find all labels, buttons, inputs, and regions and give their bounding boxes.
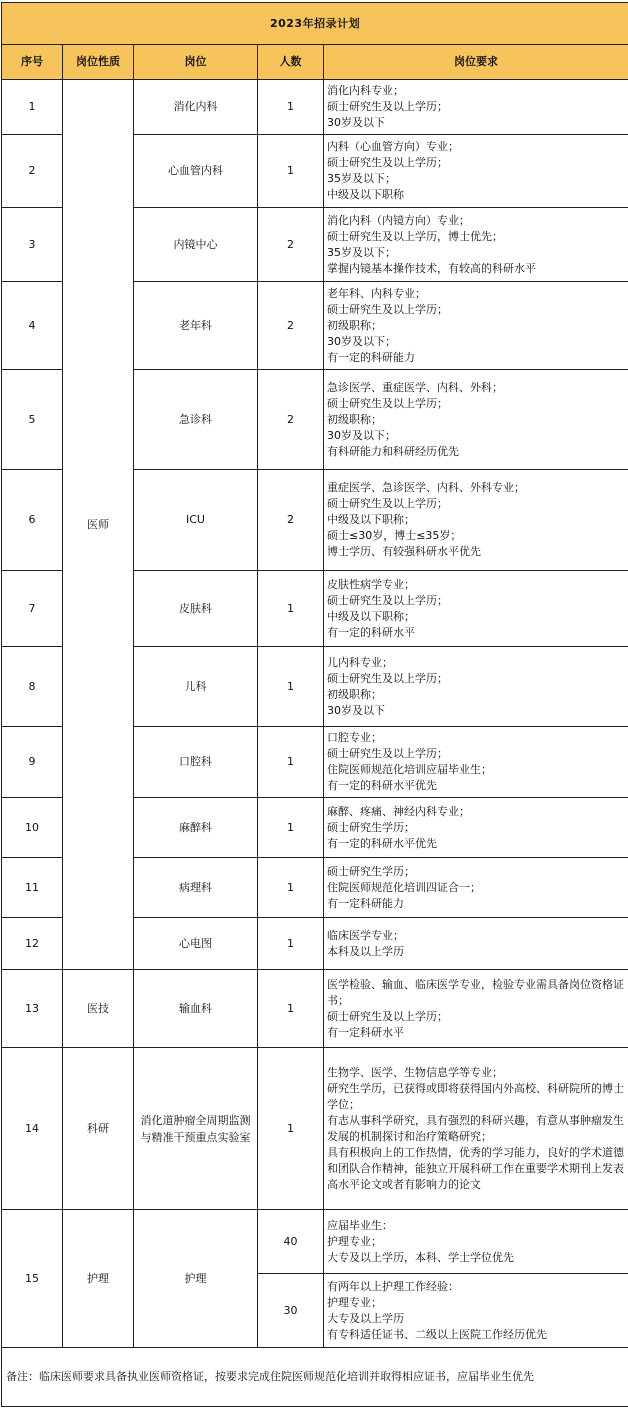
row-count: 40 — [258, 1210, 324, 1274]
row-count: 1 — [258, 858, 324, 918]
requirement-line: 消化内科（内镜方向）专业； — [327, 213, 625, 229]
requirement-line: 有一定科研水平 — [327, 1025, 625, 1041]
row-index: 14 — [2, 1048, 63, 1210]
requirement-line: 护理专业； — [327, 1295, 625, 1311]
requirement-line: 30岁及以下 — [327, 703, 625, 719]
group-nursing: 护理 — [63, 1210, 134, 1348]
group-doctor: 医师 — [63, 80, 134, 970]
requirement-line: 大专及以上学历 — [327, 1311, 625, 1327]
requirement-line: 有两年以上护理工作经验： — [327, 1279, 625, 1295]
requirement-line: 硕士研究生学历； — [327, 864, 625, 880]
requirement-line: 掌握内镜基本操作技术，有较高的科研水平 — [327, 261, 625, 277]
table-title: 2023年招录计划 — [2, 3, 628, 45]
requirement-line: 有专科适任证书、二级以上医院工作经历优先 — [327, 1327, 625, 1343]
row-count: 2 — [258, 470, 324, 571]
row-index: 5 — [2, 370, 63, 470]
requirement-line: 30岁及以下； — [327, 334, 625, 350]
row-requirements — [324, 571, 628, 647]
row-requirements — [324, 135, 628, 208]
requirement-line: 消化内科专业； — [327, 83, 625, 99]
requirement-line: 生物学、医学、生物信息学等专业； — [327, 1065, 625, 1081]
requirement-line: 中级及以下职称； — [327, 609, 625, 625]
requirement-line: 硕士研究生及以上学历； — [327, 496, 625, 512]
requirement-line: 有科研能力和科研经历优先 — [327, 444, 625, 460]
header-index: 序号 — [2, 45, 63, 80]
requirement-line: 儿内科专业； — [327, 655, 625, 671]
row-position: 老年科 — [134, 282, 258, 370]
requirement-line: 博士学历、有较强科研水平优先 — [327, 544, 625, 560]
row-requirements — [324, 918, 628, 970]
row-index: 13 — [2, 970, 63, 1048]
header-row — [2, 45, 628, 80]
header-count: 人数 — [258, 45, 324, 80]
table-row — [2, 1210, 628, 1274]
requirement-line: 35岁及以下； — [327, 171, 625, 187]
row-position: 麻醉科 — [134, 798, 258, 858]
recruitment-table — [1, 2, 628, 1407]
row-requirements — [324, 647, 628, 727]
requirement-line: 硕士研究生及以上学历； — [327, 593, 625, 609]
row-requirements — [324, 370, 628, 470]
row-requirements — [324, 1274, 628, 1348]
row-count: 1 — [258, 80, 324, 135]
requirement-line: 本科及以上学历 — [327, 944, 625, 960]
row-index: 3 — [2, 208, 63, 282]
requirement-line: 初级职称； — [327, 318, 625, 334]
requirement-line: 有一定的科研水平 — [327, 625, 625, 641]
requirement-line: 重症医学、急诊医学、内科、外科专业； — [327, 480, 625, 496]
row-position: 心血管内科 — [134, 135, 258, 208]
table-row — [2, 80, 628, 135]
requirement-line: 硕士研究生及以上学历； — [327, 746, 625, 762]
row-requirements — [324, 798, 628, 858]
requirement-line: 具有积极向上的工作热情，优秀的学习能力，良好的学术道德和团队合作精神，能独立开展科研工作在重要学术期刊上发表高水平论文或者有影响力的论文 — [327, 1145, 625, 1193]
row-count: 1 — [258, 1048, 324, 1210]
row-index: 4 — [2, 282, 63, 370]
requirement-line: 内科（心血管方向）专业； — [327, 139, 625, 155]
requirement-line: 住院医师规范化培训四证合一； — [327, 880, 625, 896]
requirement-line: 硕士研究生及以上学历； — [327, 155, 625, 171]
row-index: 1 — [2, 80, 63, 135]
requirement-line: 硕士研究生及以上学历； — [327, 302, 625, 318]
row-position: 急诊科 — [134, 370, 258, 470]
row-position: 病理科 — [134, 858, 258, 918]
requirement-line: 护理专业； — [327, 1234, 625, 1250]
note-row — [2, 1348, 628, 1407]
row-position: 心电图 — [134, 918, 258, 970]
requirement-line: 硕士研究生及以上学历； — [327, 671, 625, 687]
requirement-line: 急诊医学、重症医学、内科、外科； — [327, 380, 625, 396]
row-index: 12 — [2, 918, 63, 970]
requirement-line: 硕士≤30岁，博士≤35岁； — [327, 528, 625, 544]
row-count: 1 — [258, 970, 324, 1048]
requirement-line: 硕士研究生及以上学历； — [327, 396, 625, 412]
requirement-line: 初级职称； — [327, 687, 625, 703]
requirement-line: 有一定的科研水平优先 — [327, 778, 625, 794]
requirement-line: 研究生学历，已获得或即将获得国内外高校、科研院所的博士学位； — [327, 1081, 625, 1113]
row-index: 15 — [2, 1210, 63, 1348]
requirement-line: 皮肤性病学专业； — [327, 577, 625, 593]
row-count: 1 — [258, 918, 324, 970]
requirement-line: 临床医学专业； — [327, 928, 625, 944]
row-index: 9 — [2, 727, 63, 798]
row-requirements — [324, 208, 628, 282]
requirement-line: 医学检验、输血、临床医学专业，检验专业需具备岗位资格证书； — [327, 977, 625, 1009]
row-count: 1 — [258, 798, 324, 858]
requirement-line: 口腔专业； — [327, 730, 625, 746]
requirement-line: 中级及以下职称； — [327, 512, 625, 528]
row-position: 口腔科 — [134, 727, 258, 798]
row-requirements — [324, 970, 628, 1048]
requirement-line: 有一定的科研水平优先 — [327, 836, 625, 852]
table-row — [2, 1048, 628, 1210]
row-requirements — [324, 282, 628, 370]
row-count: 2 — [258, 282, 324, 370]
row-count: 30 — [258, 1274, 324, 1348]
row-position: 皮肤科 — [134, 571, 258, 647]
group-research: 科研 — [63, 1048, 134, 1210]
requirement-line: 有一定的科研能力 — [327, 350, 625, 366]
requirement-line: 硕士研究生及以上学历，博士优先； — [327, 229, 625, 245]
requirement-line: 硕士研究生学历； — [327, 820, 625, 836]
row-position: 消化内科 — [134, 80, 258, 135]
row-position: 消化道肿瘤全周期监测与精准干预重点实验室 — [134, 1048, 258, 1210]
requirement-line: 30岁及以下； — [327, 428, 625, 444]
row-count: 1 — [258, 647, 324, 727]
row-index: 8 — [2, 647, 63, 727]
row-count: 2 — [258, 370, 324, 470]
row-count: 1 — [258, 571, 324, 647]
row-index: 11 — [2, 858, 63, 918]
note-text: 备注：临床医师要求具备执业医师资格证，按要求完成住院医师规范化培训并取得相应证书，应届毕业生优先 — [2, 1348, 628, 1407]
row-requirements — [324, 727, 628, 798]
row-index: 2 — [2, 135, 63, 208]
row-index: 10 — [2, 798, 63, 858]
requirement-line: 住院医师规范化培训应届毕业生； — [327, 762, 625, 778]
requirement-line: 硕士研究生及以上学历； — [327, 99, 625, 115]
header-requirements: 岗位要求 — [324, 45, 628, 80]
requirement-line: 初级职称； — [327, 412, 625, 428]
row-requirements — [324, 858, 628, 918]
requirement-line: 老年科、内科专业； — [327, 286, 625, 302]
row-requirements — [324, 1048, 628, 1210]
requirement-line: 有志从事科学研究，具有强烈的科研兴趣，有意从事肿瘤发生发展的机制探讨和治疗策略研究； — [327, 1113, 625, 1145]
row-count: 2 — [258, 208, 324, 282]
header-nature: 岗位性质 — [63, 45, 134, 80]
requirement-line: 麻醉、疼痛、神经内科专业； — [327, 804, 625, 820]
row-requirements — [324, 470, 628, 571]
requirement-line: 应届毕业生： — [327, 1218, 625, 1234]
group-tech: 医技 — [63, 970, 134, 1048]
requirement-line: 有一定科研能力 — [327, 896, 625, 912]
requirement-line: 30岁及以下 — [327, 115, 625, 131]
row-position: 儿科 — [134, 647, 258, 727]
row-count: 1 — [258, 135, 324, 208]
row-position: 护理 — [134, 1210, 258, 1348]
requirement-line: 中级及以下职称 — [327, 187, 625, 203]
header-position: 岗位 — [134, 45, 258, 80]
row-position: 输血科 — [134, 970, 258, 1048]
row-index: 6 — [2, 470, 63, 571]
row-position: 内镜中心 — [134, 208, 258, 282]
row-count: 1 — [258, 727, 324, 798]
requirement-line: 35岁及以下； — [327, 245, 625, 261]
requirement-line: 硕士研究生及以上学历； — [327, 1009, 625, 1025]
row-requirements — [324, 80, 628, 135]
row-requirements — [324, 1210, 628, 1274]
row-index: 7 — [2, 571, 63, 647]
table-row — [2, 970, 628, 1048]
requirement-line: 大专及以上学历，本科、学士学位优先 — [327, 1250, 625, 1266]
row-position: ICU — [134, 470, 258, 571]
